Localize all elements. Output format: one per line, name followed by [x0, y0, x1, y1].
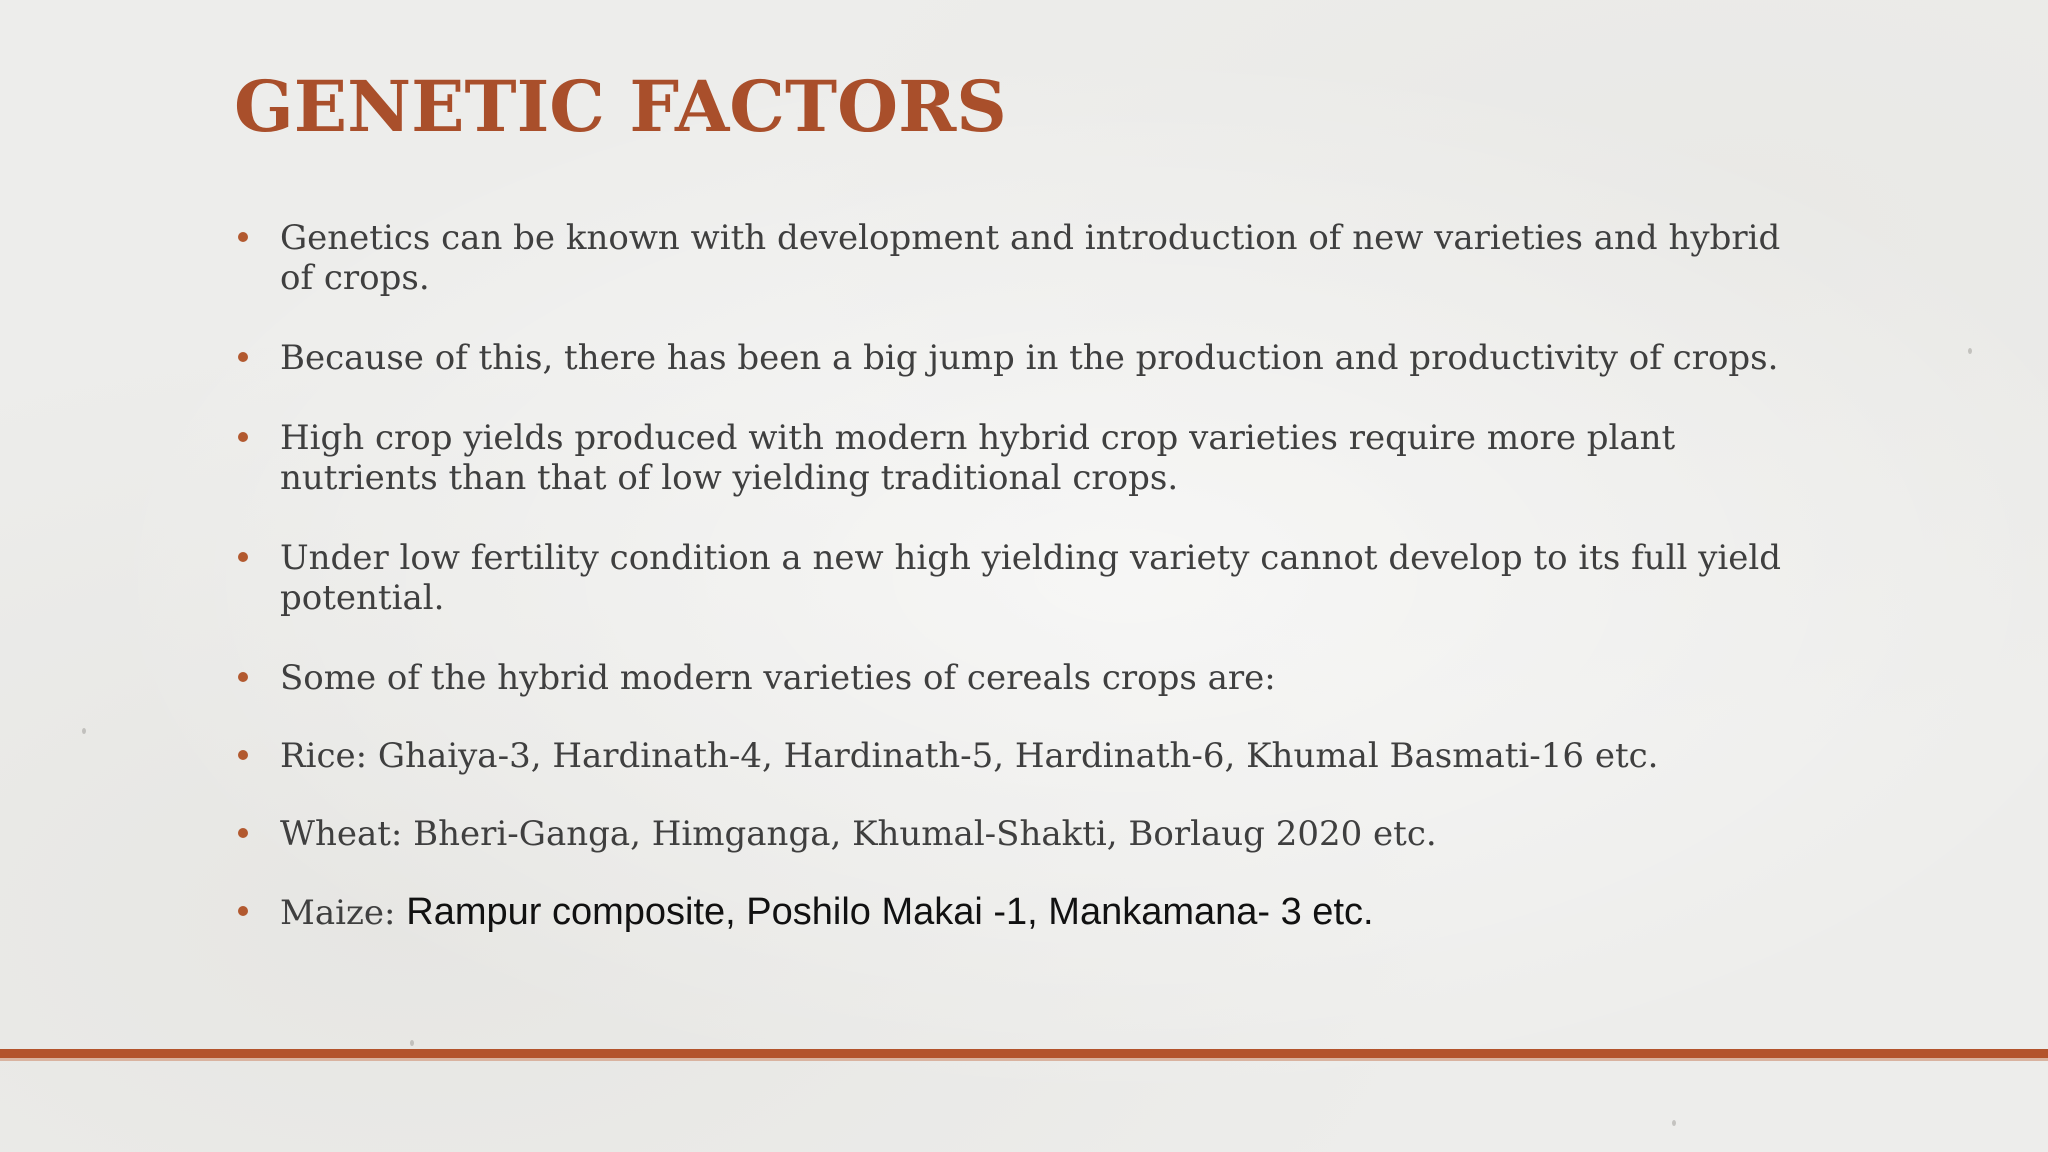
bullet-dot-icon — [238, 352, 248, 362]
bullet-item — [238, 736, 1798, 776]
bullet-text: High crop yields produced with modern hybrid crop varieties require more plant nutrients than that of low yielding traditional crops. — [280, 418, 1676, 498]
bullet-list — [238, 218, 1798, 933]
bullet-item — [238, 538, 1798, 618]
paper-speck — [1968, 348, 1972, 354]
bullet-dot-icon — [238, 750, 248, 760]
bullet-item — [238, 418, 1798, 498]
bullet-dot-icon — [238, 552, 248, 562]
slide-title: GENETIC FACTORS — [234, 65, 1007, 148]
bullet-text: Genetics can be known with development and introduction of new varieties and hybrid of crops. — [280, 218, 1781, 298]
bullet-item — [238, 892, 1798, 933]
bullet-item — [238, 814, 1798, 854]
bullet-item — [238, 338, 1798, 378]
paper-speck — [410, 1040, 414, 1046]
bullet-text: Maize: — [280, 893, 407, 933]
bullet-text-sans: Rampur composite, Poshilo Makai -1, Mankamana- 3 etc. — [406, 891, 1374, 933]
bullet-dot-icon — [238, 672, 248, 682]
bullet-dot-icon — [238, 828, 248, 838]
bullet-dot-icon — [238, 232, 248, 242]
paper-speck — [82, 728, 86, 734]
footer-rule — [0, 1049, 2048, 1058]
bullet-text: Because of this, there has been a big jump in the production and productivity of crops. — [280, 338, 1779, 378]
bullet-dot-icon — [238, 432, 248, 442]
bullet-text: Some of the hybrid modern varieties of cereals crops are: — [280, 658, 1276, 698]
bullet-text: Under low fertility condition a new high yielding variety cannot develop to its full yield potential. — [280, 538, 1782, 618]
bullet-item — [238, 218, 1798, 298]
bullet-item — [238, 658, 1798, 698]
bullet-text: Rice: Ghaiya-3, Hardinath-4, Hardinath-5, Hardinath-6, Khumal Basmati-16 etc. — [280, 736, 1659, 776]
paper-speck — [1672, 1120, 1676, 1126]
bullet-text: Wheat: Bheri-Ganga, Himganga, Khumal-Shakti, Borlaug 2020 etc. — [280, 814, 1437, 854]
bullet-dot-icon — [238, 906, 248, 916]
footer-rule-shadow — [0, 1058, 2048, 1061]
